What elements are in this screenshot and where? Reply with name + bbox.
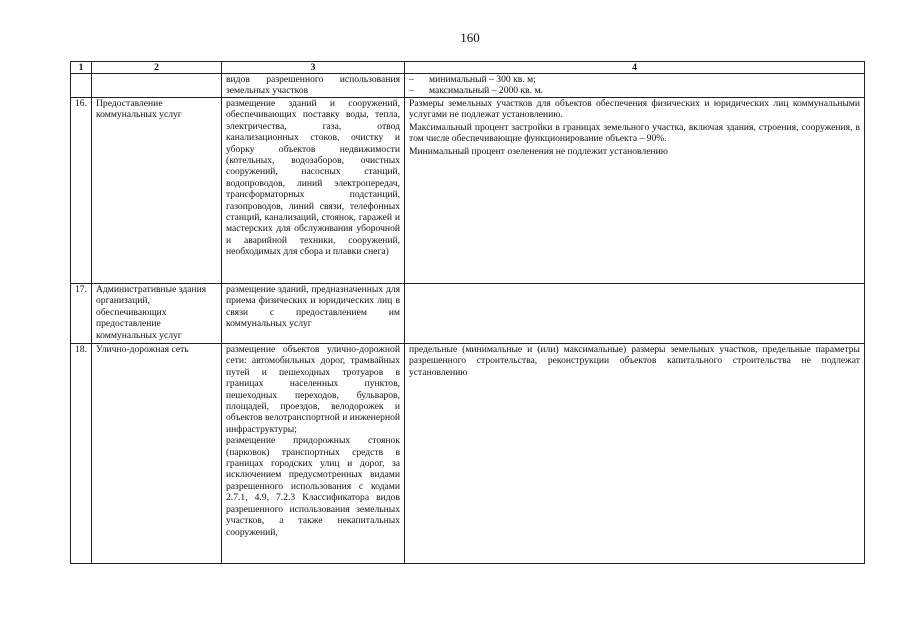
row-number: 18. bbox=[71, 344, 92, 564]
use-name bbox=[92, 74, 222, 98]
parameters-cell bbox=[405, 74, 865, 98]
parameter-paragraph: Минимальный процент озеленения не подлежит установлению bbox=[409, 145, 668, 157]
column-header-parameters: 4 bbox=[405, 62, 865, 74]
use-description: видов разрешенного использования земельных участков bbox=[222, 74, 405, 98]
table-header-row bbox=[71, 62, 865, 74]
parameter-paragraph: Максимальный процент застройки в границах земельного участка, включая здания, строения, сооружения, в том числе обеспечивающие функционирование объекта – 90%. bbox=[409, 121, 860, 145]
column-header-number: 1 bbox=[71, 62, 92, 74]
parameters-cell bbox=[405, 284, 865, 344]
parameters-cell bbox=[405, 98, 865, 284]
table-row bbox=[71, 74, 865, 98]
parameter-list-item bbox=[409, 85, 860, 96]
use-description-paragraph: размещение объектов улично-дорожной сети: автомобильных дорог, трамвайных путей и пешеходных тротуаров в границах населенных пунктов, пешеходных переходов, бульваров, площадей, проездов, велодорожек и объектов велотранспортной и инженерной инфраструктуры; bbox=[226, 344, 401, 435]
table-row bbox=[71, 284, 865, 344]
use-description bbox=[222, 344, 405, 564]
use-description: размещение зданий и сооружений, обеспечивающих поставку воды, тепла, электричества, газа, отвод канализационных стоков, очистку и уборку объектов недвижимости (котельных, водозаборов, очистных сооружений, насосных станций, водопроводов, линий электропередач, трансформаторных подстанций, газопроводов, линий связи, телефонных станций, канализаций, стоянок, гаражей и мастерских для обслуживания уборочной и аварийной техники, сооружений, необходимых для сбора и плавки снега) bbox=[222, 98, 405, 284]
use-name: Предоставление коммунальных услуг bbox=[92, 98, 222, 284]
dash-bullet: – bbox=[409, 85, 414, 97]
use-name: Улично-дорожная сеть bbox=[92, 344, 222, 564]
column-header-use-description: 3 bbox=[222, 62, 405, 74]
row-number: 17. bbox=[71, 284, 92, 344]
parameter-list-item bbox=[409, 74, 860, 85]
table-row bbox=[71, 98, 865, 284]
parameter-paragraph: предельные (минимальные и (или) максимальные) размеры земельных участков, предельные параметры разрешенного строительства, реконструкции объектов капитального строительства не подлежат установлению bbox=[409, 344, 860, 378]
row-number bbox=[71, 74, 92, 98]
use-description-paragraph: размещение придорожных стоянок (парковок) транспортных средств в границах городских улиц и дорог, за исключением предусмотренных видами разрешенного использования с кодами 2.7.1, 4.9, 7.2.3 Классификатора видов разрешенного использования земельных участков, а также некапитальных сооружений, bbox=[226, 435, 400, 538]
column-header-use-name: 2 bbox=[92, 62, 222, 74]
page-number: 160 bbox=[460, 30, 480, 45]
parameter-list-text: минимальный – 300 кв. м; bbox=[429, 74, 536, 85]
table-body bbox=[71, 74, 865, 564]
use-description: размещение зданий, предназначенных для приема физических и юридических лиц в связи с предоставлением им коммунальных услуг bbox=[222, 284, 405, 344]
parameters-cell bbox=[405, 344, 865, 564]
land-use-table bbox=[70, 61, 865, 564]
parameter-paragraph: Размеры земельных участков для объектов обеспечения физических и юридических лиц коммунальными услугами не подлежат установлению. bbox=[409, 98, 860, 121]
table-row bbox=[71, 344, 865, 564]
use-name: Административные здания организаций, обеспечивающих предоставление коммунальных услуг bbox=[92, 284, 222, 344]
row-number: 16. bbox=[71, 98, 92, 284]
dash-bullet: – bbox=[409, 74, 414, 85]
parameter-list-text: максимальный – 2000 кв. м. bbox=[429, 85, 543, 97]
